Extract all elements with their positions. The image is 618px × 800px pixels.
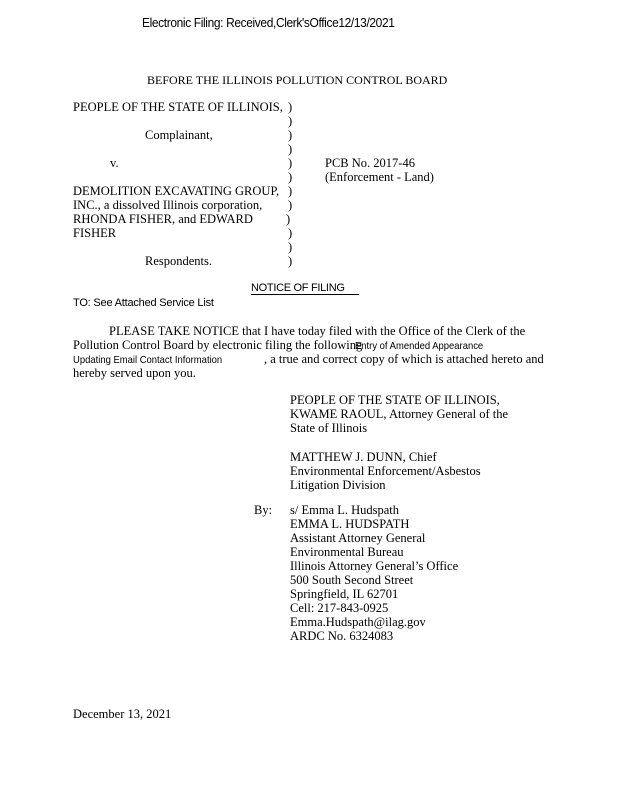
caption-paren: ): [288, 114, 293, 128]
signature-chief-line: Litigation Division: [290, 478, 386, 492]
signature-chief-line: Environmental Enforcement/Asbestos: [290, 464, 481, 478]
signer-office: Illinois Attorney General’s Office: [290, 559, 459, 573]
signer-ardc: ARDC No. 6324083: [290, 629, 394, 643]
filed-document-subtitle: Updating Email Contact Information: [73, 354, 223, 366]
caption-paren: ): [288, 142, 293, 156]
notice-body-line: hereby served upon you.: [73, 366, 196, 380]
caption-paren: ): [288, 156, 293, 170]
versus-label: v.: [110, 156, 119, 170]
signer-bureau: Environmental Bureau: [290, 545, 404, 559]
filing-stamp: Electronic Filing: Received,Clerk'sOffice12/13/2021: [142, 15, 395, 30]
filing-date: December 13, 2021: [73, 707, 172, 721]
notice-body-line: PLEASE TAKE NOTICE that I have today filed with the Office of the Clerk of the: [109, 324, 526, 338]
by-label: By:: [254, 503, 273, 517]
respondents-label: Respondents.: [145, 254, 213, 268]
signer-title: Assistant Attorney General: [290, 531, 426, 545]
case-type: (Enforcement - Land): [325, 170, 434, 184]
respondent-line: RHONDA FISHER, and EDWARD: [73, 212, 253, 226]
notice-title: NOTICE OF FILING: [251, 282, 359, 295]
signer-city: Springfield, IL 62701: [290, 587, 399, 601]
signer-street: 500 South Second Street: [290, 573, 414, 587]
notice-body-line: Pollution Control Board by electronic filing the following: [73, 338, 363, 352]
board-title: BEFORE THE ILLINOIS POLLUTION CONTROL BOARD: [147, 73, 448, 87]
respondent-line: DEMOLITION EXCAVATING GROUP,: [73, 184, 280, 198]
signature-party-line: PEOPLE OF THE STATE OF ILLINOIS,: [290, 393, 500, 407]
signature-chief-line: MATTHEW J. DUNN, Chief: [290, 450, 437, 464]
caption-paren: ): [288, 226, 293, 240]
caption-paren: ): [288, 198, 293, 212]
caption-paren: ): [286, 212, 291, 226]
caption-paren: ): [288, 100, 293, 114]
plaintiff-name: PEOPLE OF THE STATE OF ILLINOIS,: [73, 100, 283, 114]
complainant-label: Complainant,: [145, 128, 213, 142]
signer-phone: Cell: 217-843-0925: [290, 601, 389, 615]
respondent-line: FISHER: [73, 226, 117, 240]
respondent-line: INC., a dissolved Illinois corporation,: [73, 198, 263, 212]
caption-paren: ): [288, 128, 293, 142]
case-number: PCB No. 2017-46: [325, 156, 415, 170]
caption-paren: ): [288, 240, 293, 254]
notice-body-line: , a true and correct copy of which is attached hereto and: [264, 352, 544, 366]
signature-party-line: State of Illinois: [290, 421, 368, 435]
to-line: TO: See Attached Service List: [73, 297, 214, 309]
signer-name: EMMA L. HUDSPATH: [290, 517, 410, 531]
caption-paren: ): [288, 170, 293, 184]
caption-paren: ): [288, 184, 293, 198]
signature-party-line: KWAME RAOUL, Attorney General of the: [290, 407, 509, 421]
filed-document-title: Entry of Amended Appearance: [355, 340, 484, 352]
e-signature: s/ Emma L. Hudspath: [290, 503, 400, 517]
signer-email: Emma.Hudspath@ilag.gov: [290, 615, 426, 629]
caption-paren: ): [288, 254, 293, 268]
